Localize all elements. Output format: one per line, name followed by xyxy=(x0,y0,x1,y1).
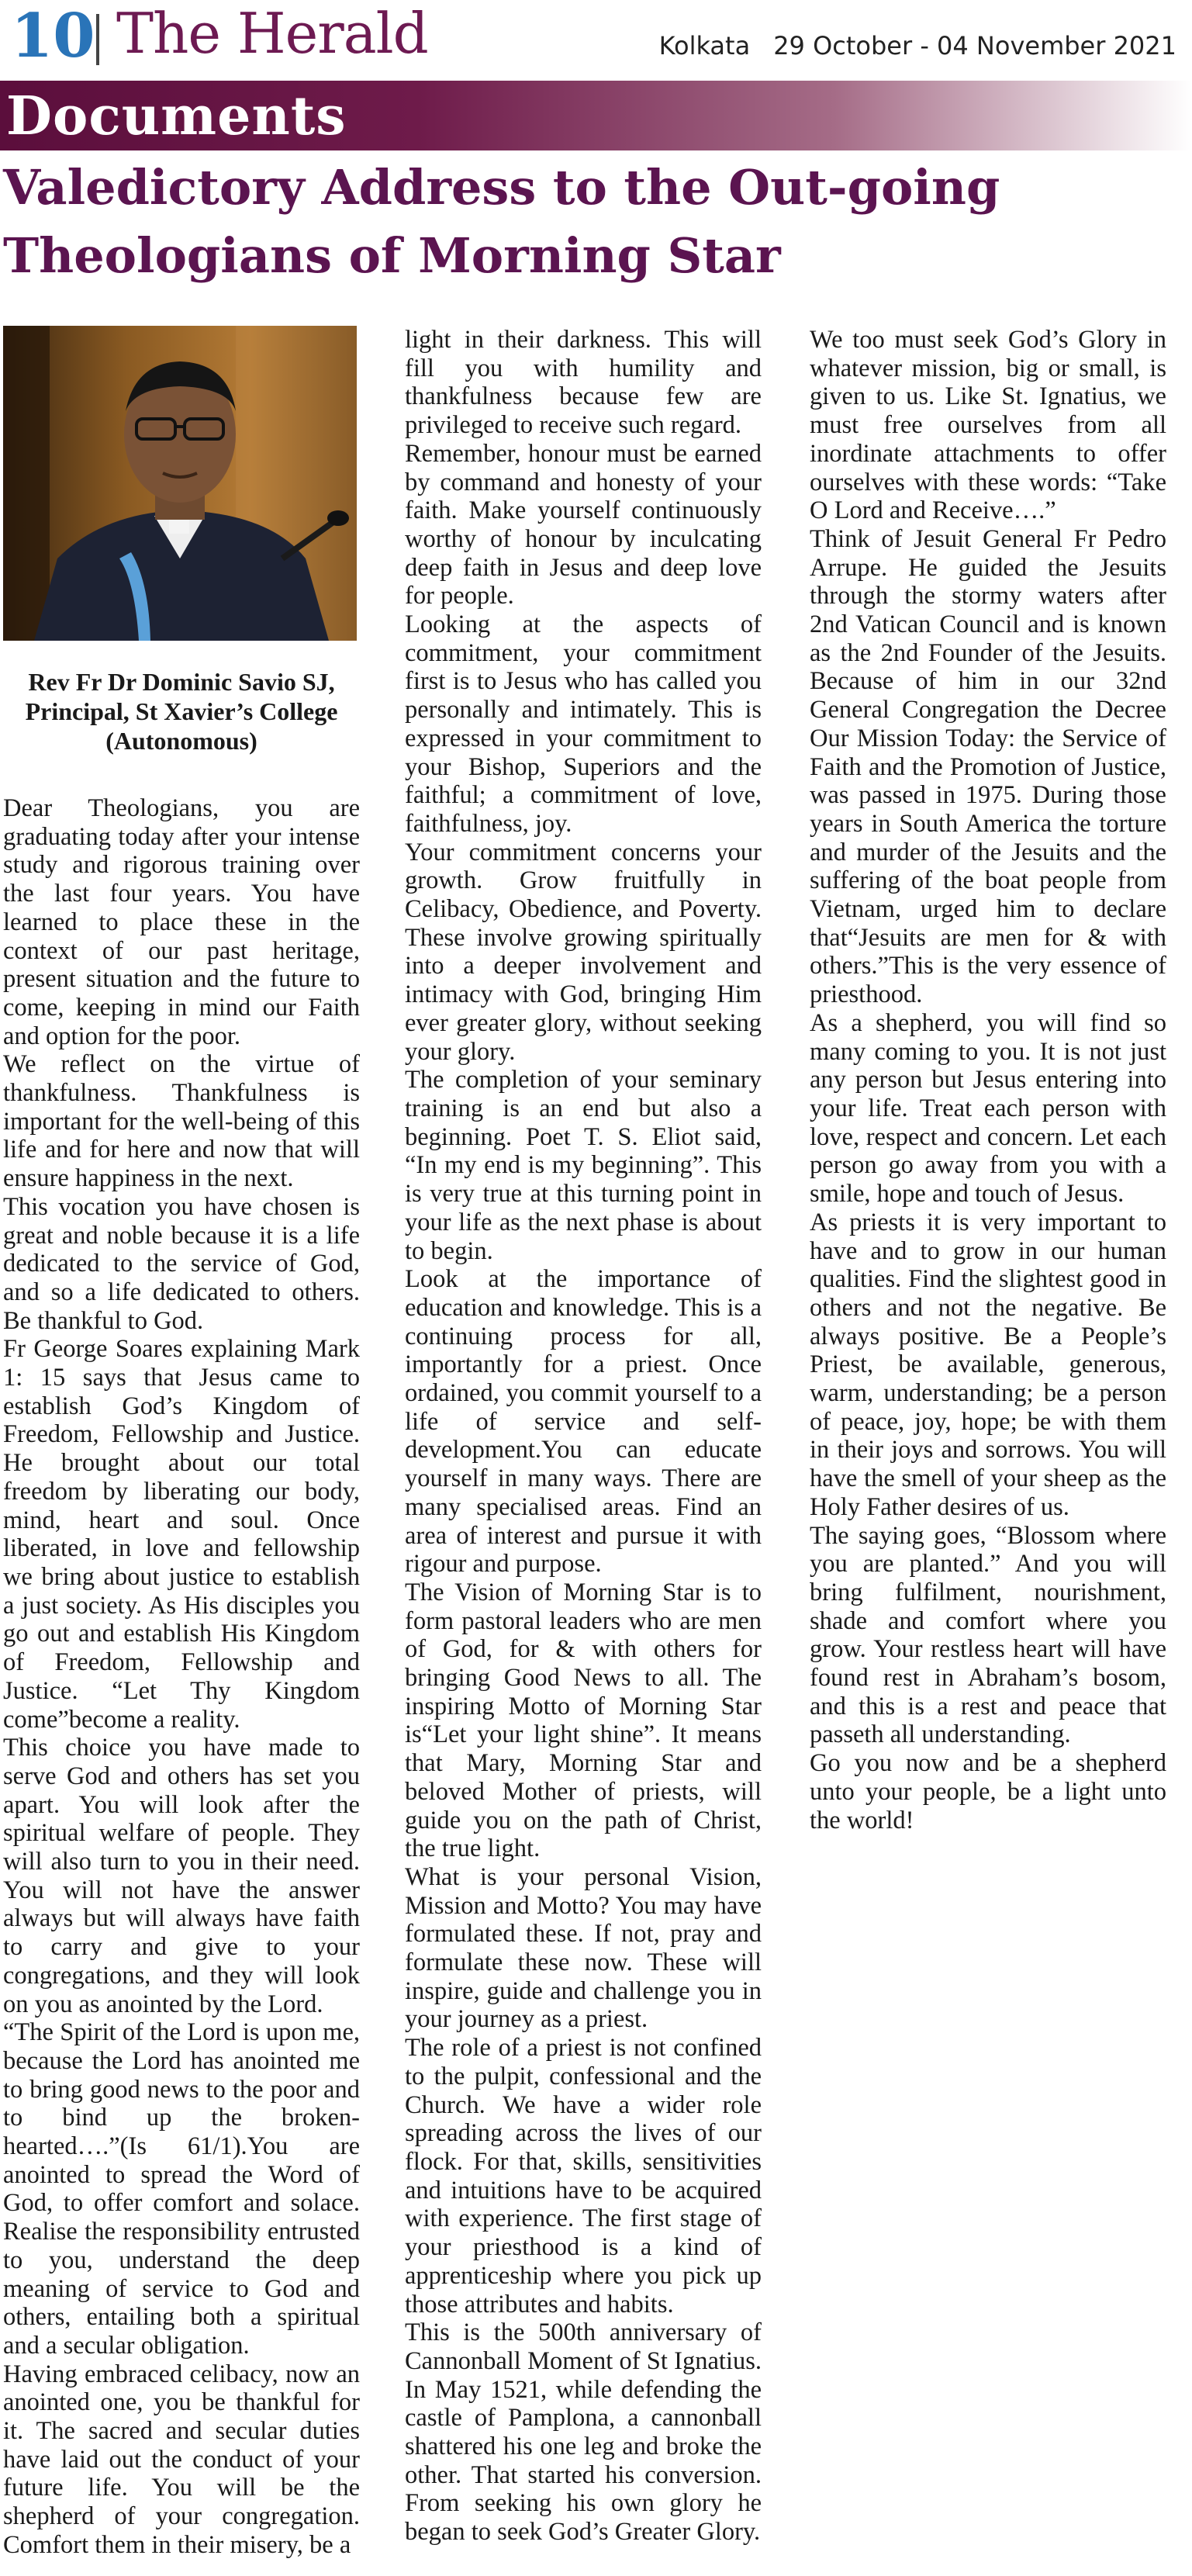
article-paragraph: Think of Jesuit General Fr Pedro Arrupe. He guided the Jesuits through the stormy waters after 2nd Vatican Council and is known as the 2nd Founder of the Jesuits. Because of him in our 32nd General Congregation the Decree Our Mission Today: the Service of Faith and the Promotion of Justice, was passed in 1975. During those years in South America the torture and murder of the Jesuits and the suffering of the boat people from Vietnam, urged him to declare that“Jesuits are men for & with others.”This is the very essence of priesthood. xyxy=(810,524,1166,1009)
dateline-city: Kolkata xyxy=(658,31,751,61)
dateline-date: 29 October - 04 November 2021 xyxy=(773,31,1176,61)
dateline xyxy=(659,31,1176,61)
section-banner xyxy=(0,81,1192,150)
article-column-3 xyxy=(810,326,1166,1834)
author-photo-image xyxy=(3,326,357,641)
article-paragraph: We too must seek God’s Glory in whatever mission, big or small, is given to us. Like St. Ignatius, we must free ourselves from all inordinate attachments to offer ourselves with these words: “Take O Lord and Receive….” xyxy=(810,326,1166,525)
section-title: Documents xyxy=(6,85,347,147)
article-paragraph: This is the 500th anniversary of Cannonball Moment of St Ignatius. In May 1521, while defending the castle of Pamplona, a cannonball shattered his one leg and broke the other. That started his conversion. From seeking his own glory he began to seek God’s Greater Glory. xyxy=(405,2318,762,2547)
article-paragraph: Dear Theologians, you are graduating today after your intense study and rigorous training over the last four years. You have learned to place these in the context of our past heritage, present situation and the future to come, keeping in mind our Faith and option for the poor. xyxy=(3,794,360,1050)
article-paragraph: Having embraced celibacy, now an anointed one, you be thankful for it. The sacred and secular duties have laid out the conduct of your future life. You will be the shepherd of your congregation. Comfort them in their misery, be a xyxy=(3,2360,360,2559)
article-paragraph: The completion of your seminary training is an end but also a beginning. Poet T. S. Eliot said, “In my end is my beginning”. This is very true at this turning point in your life as the next phase is about to begin. xyxy=(405,1066,762,1265)
photo-caption xyxy=(3,667,360,756)
article-paragraph: Looking at the aspects of commitment, your commitment first is to Jesus who has called you personally and intimately. This is expressed in your commitment to your Bishop, Superiors and the faithful; a commitment of love, faithfulness, joy. xyxy=(405,610,762,838)
article-paragraph: What is your personal Vision, Mission and Motto? You may have formulated these. If not, pray and formulate these now. These will inspire, guide and challenge you in your journey as a priest. xyxy=(405,1862,762,2034)
article-paragraph: We reflect on the virtue of thankfulness. Thankfulness is important for the well-being of this life and for here and now that will ensure happiness in the next. xyxy=(3,1050,360,1193)
author-photo xyxy=(3,326,357,641)
article-paragraph: Fr George Soares explaining Mark 1: 15 says that Jesus came to establish God’s Kingdom of Freedom, Fellowship and Justice. He brought about our total freedom by liberating our body, mind, heart and soul. Once liberated, in love and fellowship we bring about justice to establish a just society. As His disciples you go out and establish His Kingdom of Freedom, Fellowship and Justice. “Let Thy Kingdom come”become a reality. xyxy=(3,1335,360,1734)
article-column-1 xyxy=(3,326,360,2560)
newspaper-logo: The Herald xyxy=(116,1,428,66)
article-paragraph: Go you now and be a shepherd unto your people, be a light unto the world! xyxy=(810,1749,1166,1834)
headline-line-1: Valedictory Address to the Out-going xyxy=(3,159,1000,216)
caption-affiliation: (Autonomous) xyxy=(105,727,257,755)
article-paragraph: “The Spirit of the Lord is upon me, because the Lord has anointed me to bring good news to the poor and to bind up the broken-hearted….”(Is 61/1).You are anointed to spread the Word of God, to offer comfort and solace. Realise the responsibility entrusted to you, understand the deep meaning of service to God and others, entailing both a spiritual and a secular obligation. xyxy=(3,2018,360,2360)
article-paragraph: light in their darkness. This will fill you with humility and thankfulness because few are privileged to receive such regard. xyxy=(405,326,762,440)
article-paragraph: This vocation you have chosen is great and noble because it is a life dedicated to the service of God, and so a life dedicated to others. Be thankful to God. xyxy=(3,1192,360,1335)
masthead xyxy=(0,0,1192,78)
article-paragraph: As a shepherd, you will find so many coming to you. It is not just any person but Jesus entering into your life. Treat each person with love, respect and concern. Let each person go away from you with a smile, hope and touch of Jesus. xyxy=(810,1008,1166,1208)
article-column-2 xyxy=(405,326,762,2547)
article-paragraph: The saying goes, “Blossom where you are planted.” And you will bring fulfilment, nourishment, shade and comfort where you grow. Your restless heart will have found rest in Abraham’s bosom, and this is a rest and peace that passeth all understanding. xyxy=(810,1521,1166,1749)
article-paragraph: Your commitment concerns your growth. Grow fruitfully in Celibacy, Obedience, and Poverty. These involve growing spiritually into a deeper involvement and intimacy with God, bringing Him ever greater glory, without seeking your glory. xyxy=(405,838,762,1066)
article-paragraph: The role of a priest is not confined to the pulpit, confessional and the Church. We have a wider role spreading across the lives of our flock. For that, skills, sensitivities and intuitions have to be acquired with experience. The first stage of your priesthood is a kind of apprenticeship where you pick up those attributes and habits. xyxy=(405,2034,762,2318)
page-number: 10 xyxy=(11,1,95,71)
article-paragraph: As priests it is very important to have and to grow in our human qualities. Find the slightest good in others and not the negative. Be always positive. Be a People’s Priest, be available, generous, warm, understanding; be a person of peace, joy, hope; be with them in their joys and sorrows. You will have the smell of your sheep as the Holy Father desires of us. xyxy=(810,1208,1166,1521)
headline-line-2: Theologians of Morning Star xyxy=(3,227,781,284)
article-paragraph: This choice you have made to serve God and others has set you apart. You will look after the spiritual welfare of people. They will also turn to you in their need. You will not have the answer always but will always have faith to carry and give to your congregations, and they will look on you as anointed by the Lord. xyxy=(3,1734,360,2018)
article-paragraph: Look at the importance of education and knowledge. This is a continuing process for all, importantly for a priest. Once ordained, you commit yourself to a life of service and self-development.You can educate yourself in many ways. There are many specialised areas. Find an area of interest and pursue it with rigour and purpose. xyxy=(405,1265,762,1578)
caption-name: Rev Fr Dr Dominic Savio SJ, xyxy=(28,668,335,696)
masthead-divider xyxy=(96,14,99,65)
article-paragraph: The Vision of Morning Star is to form pastoral leaders who are men of God, for & with others for bringing Good News to all. The inspiring Motto of Morning Star is“Let your light shine”. It means that Mary, Morning Star and beloved Mother of priests, will guide you on the path of Christ, the true light. xyxy=(405,1578,762,1863)
caption-title: Principal, St Xavier’s College xyxy=(25,697,338,725)
article-headline xyxy=(3,154,1182,290)
article-paragraph: Remember, honour must be earned by command and honesty of your faith. Make yourself continuously worthy of honour by inculcating deep faith in Jesus and deep love for people. xyxy=(405,439,762,610)
